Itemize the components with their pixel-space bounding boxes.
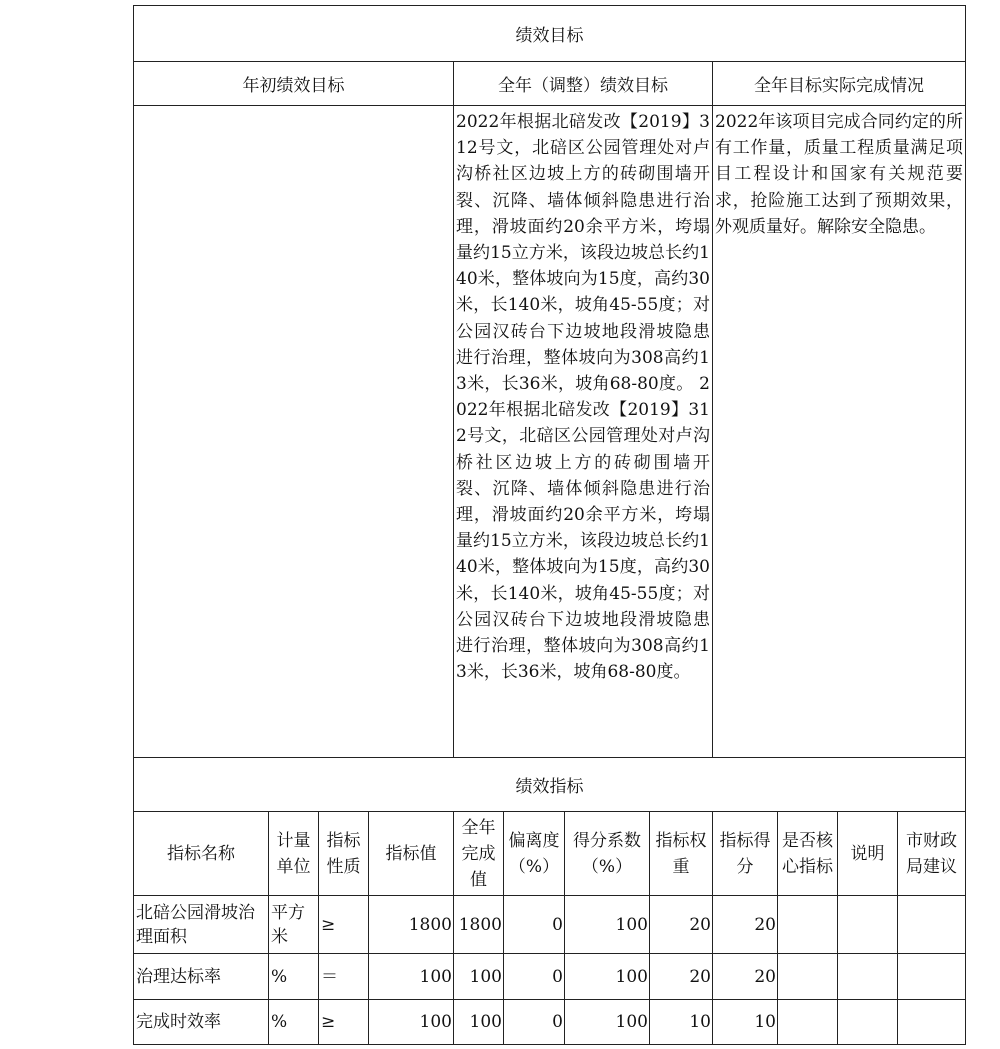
indicator-score: 10 — [713, 1000, 778, 1045]
indicator-target: 100 — [369, 954, 454, 1000]
table-row — [134, 954, 966, 1000]
adjusted-goal-text: 2022年根据北碚发改【2019】312号文，北碚区公园管理处对卢沟桥社区边坡上方的砖砌围墙开裂、沉降、墙体倾斜隐患进行治理，滑坡面约20余平方米，垮塌量约15立方米，该段边坡总长约140米，整体坡向为15度，高约30米，长140米，坡角45-55度；对公园汉砖台下边坡地段滑坡隐患进行治理，整体坡向为308高约13米，长36米，坡角68-80度。 2022年根据北碚发改【2019】312号文，北碚区公园管理处对卢沟桥社区边坡上方的砖砌围墙开裂、沉降、墙体倾斜隐患进行治理，滑坡面约20余平方米，垮塌量约15立方米，该段边坡总长约140米，整体坡向为15度，高约30米，长140米，坡角45-55度；对公园汉砖台下边坡地段滑坡隐患进行治理，整体坡向为308高约13米，长36米，坡角68-80度。 — [454, 106, 713, 758]
header-weight: 指标权重 — [650, 812, 713, 896]
indicator-completed: 1800 — [454, 896, 504, 954]
indicator-coefficient: 100 — [565, 954, 650, 1000]
indicator-completed: 100 — [454, 954, 504, 1000]
indicator-deviation: 0 — [504, 1000, 565, 1045]
header-indicator-name: 指标名称 — [134, 812, 269, 896]
indicator-advice — [898, 1000, 966, 1045]
indicator-core — [778, 954, 838, 1000]
indicator-coefficient: 100 — [565, 1000, 650, 1045]
header-adjusted-goal: 全年（调整）绩效目标 — [454, 62, 713, 106]
table-row — [134, 896, 966, 954]
header-note: 说明 — [838, 812, 898, 896]
indicators-table — [133, 811, 966, 1045]
header-target-value: 指标值 — [369, 812, 454, 896]
initial-goal-text — [134, 106, 454, 758]
indicator-target: 1800 — [369, 896, 454, 954]
indicator-note — [838, 954, 898, 1000]
header-initial-goal: 年初绩效目标 — [134, 62, 454, 106]
indicator-deviation: 0 — [504, 954, 565, 1000]
actual-completion-text: 2022年该项目完成合同约定的所有工作量，质量工程质量满足项目工程设计和国家有关规范要求，抢险施工达到了预期效果，外观质量好。解除安全隐患。 — [713, 106, 966, 758]
indicator-nature: ＝ — [319, 954, 369, 1000]
header-deviation: 偏离度（%） — [504, 812, 565, 896]
indicator-nature: ≥ — [319, 896, 369, 954]
indicator-core — [778, 896, 838, 954]
header-actual-completion: 全年目标实际完成情况 — [713, 62, 966, 106]
indicator-target: 100 — [369, 1000, 454, 1045]
header-completed-value: 全年完成值 — [454, 812, 504, 896]
indicators-title: 绩效指标 — [134, 758, 966, 812]
header-finance-advice: 市财政局建议 — [898, 812, 966, 896]
indicator-nature: ≥ — [319, 1000, 369, 1045]
indicator-name: 完成时效率 — [134, 1000, 269, 1045]
table-row — [134, 1000, 966, 1045]
header-score: 指标得分 — [713, 812, 778, 896]
indicator-weight: 20 — [650, 954, 713, 1000]
header-nature: 指标性质 — [319, 812, 369, 896]
indicator-coefficient: 100 — [565, 896, 650, 954]
indicator-weight: 10 — [650, 1000, 713, 1045]
indicator-name: 治理达标率 — [134, 954, 269, 1000]
indicator-advice — [898, 896, 966, 954]
indicator-weight: 20 — [650, 896, 713, 954]
indicator-core — [778, 1000, 838, 1045]
indicator-advice — [898, 954, 966, 1000]
indicator-unit: % — [269, 1000, 319, 1045]
indicator-score: 20 — [713, 896, 778, 954]
indicator-unit: 平方米 — [269, 896, 319, 954]
indicator-note — [838, 896, 898, 954]
header-core-indicator: 是否核心指标 — [778, 812, 838, 896]
indicator-name: 北碚公园滑坡治理面积 — [134, 896, 269, 954]
header-unit: 计量单位 — [269, 812, 319, 896]
indicator-score: 20 — [713, 954, 778, 1000]
performance-goals-title: 绩效目标 — [134, 6, 966, 62]
indicator-completed: 100 — [454, 1000, 504, 1045]
indicator-deviation: 0 — [504, 896, 565, 954]
indicator-unit: % — [269, 954, 319, 1000]
header-score-coefficient: 得分系数（%） — [565, 812, 650, 896]
performance-goals-table — [133, 5, 966, 812]
indicator-note — [838, 1000, 898, 1045]
